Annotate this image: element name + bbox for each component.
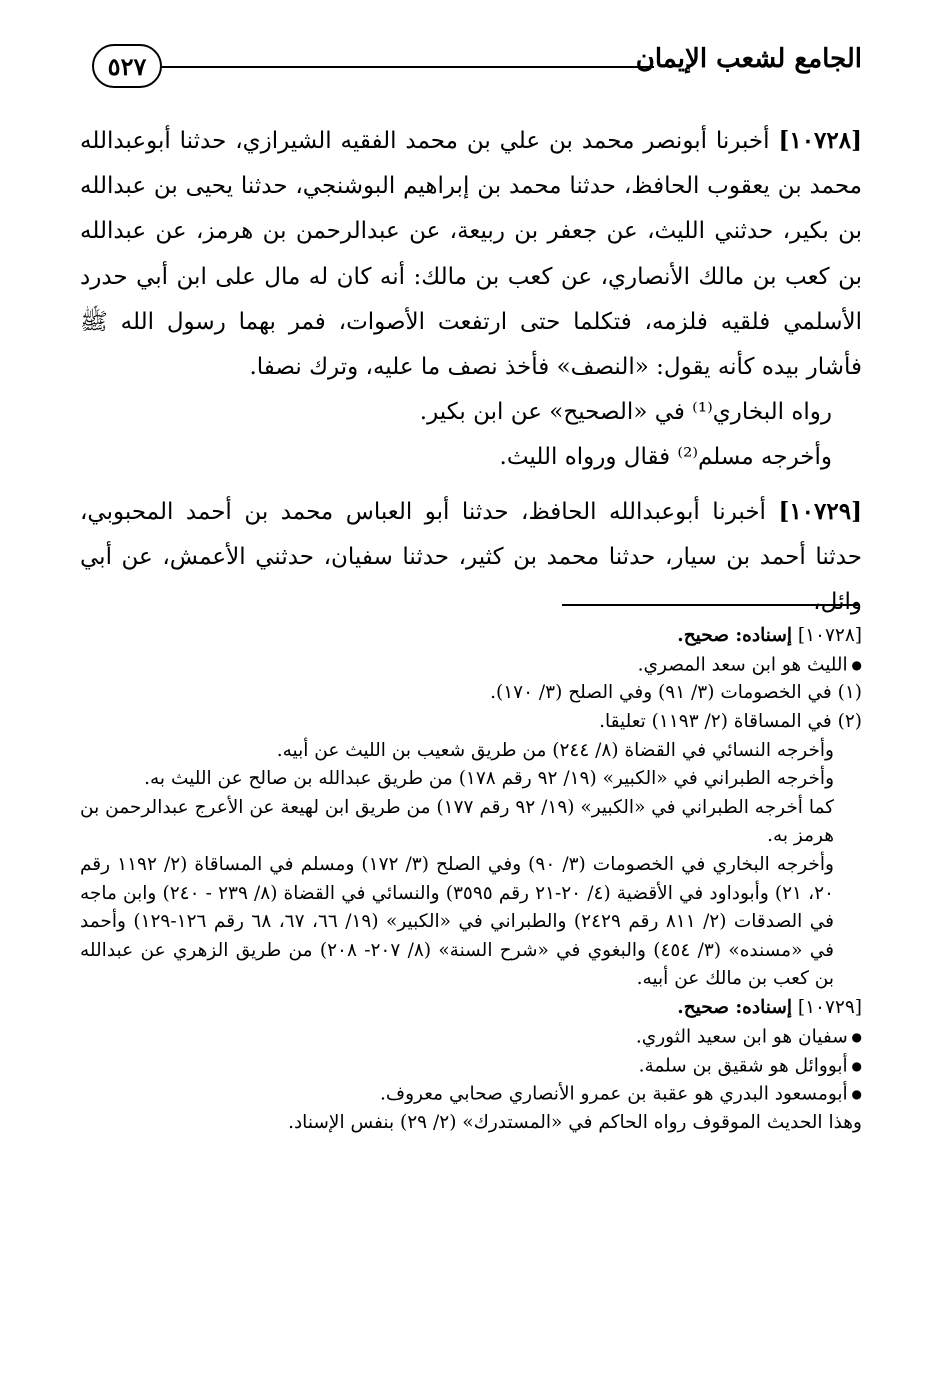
note-bullet: ● سفيان هو ابن سعيد الثوري. bbox=[80, 1023, 862, 1052]
note-bullet: ● أبومسعود البدري هو عقبة بن عمرو الأنصاري صحابي معروف. bbox=[80, 1080, 862, 1109]
note-bullet: ● أبووائل هو شقيق بن سلمة. bbox=[80, 1052, 862, 1081]
isnad-note-10728 bbox=[80, 622, 862, 651]
footnote-2: (٢) في المساقاة (٢/ ١١٩٣) تعليقا. bbox=[599, 711, 862, 733]
hadith-number: [١٠٧٢٨] bbox=[778, 127, 863, 154]
page-header bbox=[80, 36, 862, 96]
footnote-2-line: وأخرجه الطبراني في «الكبير» (١٩/ ٩٢ رقم ١٧٨) من طريق عبدالله بن صالح عن الليث به. bbox=[144, 768, 834, 790]
hadith-10728 bbox=[80, 118, 862, 390]
footnotes bbox=[80, 622, 862, 1138]
isnad-grade: إسناده: صحيح. bbox=[677, 997, 792, 1019]
note-ref: [١٠٧٢٩] bbox=[797, 997, 862, 1019]
running-title: الجامع لشعب الإيمان bbox=[635, 44, 862, 74]
note-bullet: ● الليث هو ابن سعد المصري. bbox=[80, 651, 862, 680]
footnote-2-line: وأخرجه النسائي في القضاة (٨/ ٢٤٤) من طريق شعيب بن الليث عن أبيه. bbox=[276, 739, 834, 761]
footnote-2-line: كما أخرجه الطبراني في «الكبير» (١٩/ ٩٢ رقم ١٧٧) من طريق ابن لهيعة عن الأعرج عبدالرحمن بن هرمز به. bbox=[80, 796, 834, 847]
bukhari-note: رواه البخاري⁽¹⁾ في «الصحيح» عن ابن بكير. bbox=[419, 399, 832, 426]
footnote-1: (١) في الخصومات (٣/ ٩١) وفي الصلح (٣/ ١٧٠). bbox=[490, 682, 862, 704]
closing-note: وهذا الحديث الموقوف رواه الحاكم في «المستدرك» (٢/ ٢٩) بنفس الإسناد. bbox=[288, 1112, 862, 1134]
hadith-number: [١٠٧٢٩] bbox=[778, 497, 862, 525]
note-ref: [١٠٧٢٨] bbox=[797, 625, 862, 646]
main-text bbox=[80, 118, 862, 625]
footnote-rule bbox=[562, 604, 860, 606]
isnad-grade: إسناده: صحيح. bbox=[677, 625, 792, 646]
hadith-text: أخبرنا أبونصر محمد بن علي بن محمد الفقيه الشيرازي، حدثنا أبوعبدالله محمد بن يعقوب الحافظ، حدثنا محمد بن إبراهيم البوشنجي، حدثنا يحيى بن عبدالله بن بكير، حدثني الليث، عن جعفر بن ربيعة، عن عبدالرحمن بن هرمز، عن عبدالله بن كعب بن مالك الأنصاري، عن كعب بن مالك: أنه كان له مال على ابن أبي حدرد الأسلمي فلقيه فلزمه، فتكلما حتى ارتفعت الأصوات، فمر بهما رسول الله ﷺ فأشار بيده كأنه يقول: «النصف» فأخذ نصف ما عليه، وترك نصفا. bbox=[80, 128, 862, 381]
header-rule bbox=[162, 66, 654, 68]
hadith-text: أخبرنا أبوعبدالله الحافظ، حدثنا أبو العباس محمد بن أحمد المحبوبي، حدثنا أحمد بن سيار، حدثنا محمد بن كثير، حدثنا سفيان، حدثني الأعمش، عن أبي وائل، bbox=[80, 498, 862, 616]
footnote-2-line: وأخرجه البخاري في الخصومات (٣/ ٩٠) وفي الصلح (٣/ ١٧٢) ومسلم في المساقاة (٢/ ١١٩٢ رقم ٢٠، ٢١) وأبوداود في الأقضية (٤/ ٢٠-٢١ رقم ٣٥٩٥) والنسائي في القضاة (٨/ ٢٣٩ - ٢٤٠) وابن ماجه في الصدقات (٢/ ٨١١ رقم ٢٤٢٩) والطبراني في «الكبير» (١٩/ ٦٦، ٦٧، ٦٨ رقم ١٢٦-١٢٩) وأحمد في «مسنده» (٣/ ٤٥٤) والبغوي في «شرح السنة» (٨/ ٢٠٧- ٢٠٨) من طريق الزهري عن عبدالله بن كعب بن مالك عن أبيه. bbox=[80, 854, 835, 990]
page-number: ٥٢٧ bbox=[92, 44, 162, 88]
muslim-note: وأخرجه مسلم⁽²⁾ فقال ورواه الليث. bbox=[499, 444, 832, 471]
isnad-note-10729 bbox=[80, 994, 862, 1023]
